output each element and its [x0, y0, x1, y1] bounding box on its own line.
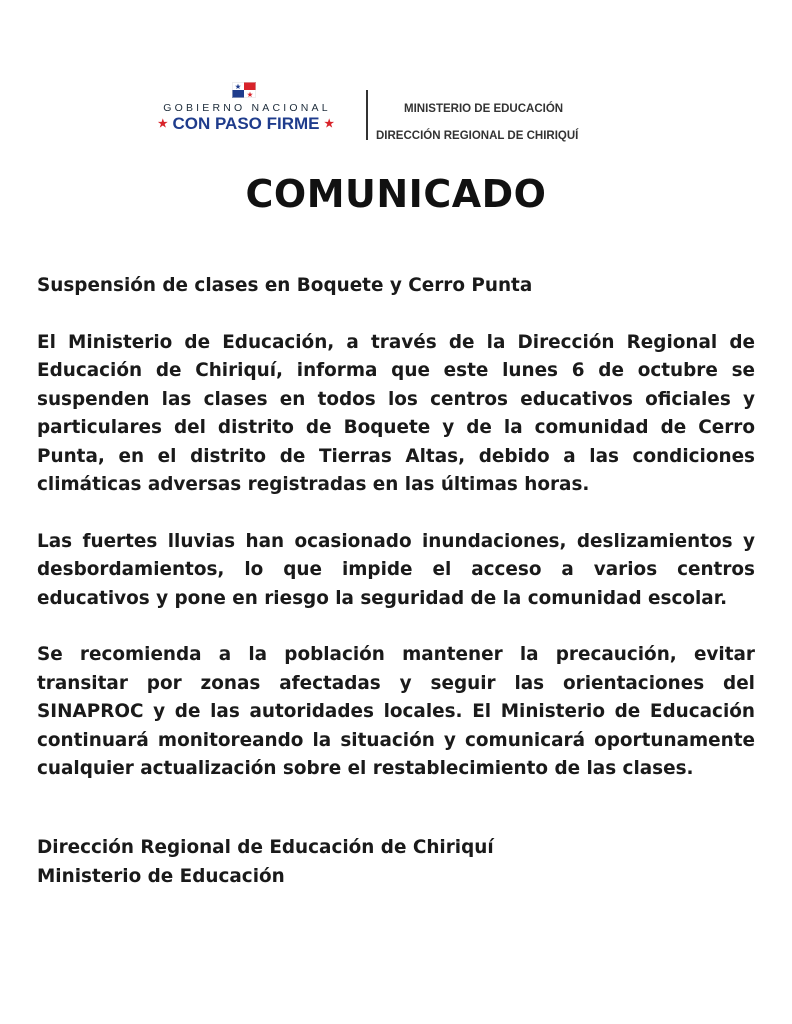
- regional-direction: DIRECCIÓN REGIONAL DE CHIRIQUÍ: [376, 130, 579, 142]
- ministry-name: MINISTERIO DE EDUCACIÓN: [404, 103, 564, 115]
- body-paragraph-3: Se recomienda a la población mantener la precaución, evitar transitar por zonas afectadas y seguir las orientaciones del SINAPROC y de las autoridades locales. El Ministerio de Educación continuará monitoreando la situación y comunicará oportunamente cualquier actualización sobre el restablecimiento de las clases.: [37, 644, 755, 779]
- signature-line-1: Dirección Regional de Educación de Chiriquí: [37, 837, 494, 858]
- header-divider: [366, 90, 368, 140]
- government-logo: [136, 82, 356, 146]
- signature-block: [37, 834, 755, 891]
- star-icon: ★: [157, 118, 168, 130]
- slogan-text: CON PASO FIRME: [172, 114, 320, 133]
- document-header: [136, 82, 656, 146]
- ministry-block: [376, 96, 656, 150]
- signature-line-2: Ministerio de Educación: [37, 865, 285, 887]
- government-slogan: [136, 114, 356, 134]
- star-icon: ★: [324, 118, 335, 130]
- subject-line: Suspensión de clases en Boquete y Cerro Punta: [37, 275, 533, 296]
- document-body: [37, 272, 755, 812]
- government-name: GOBIERNO NACIONAL: [163, 102, 331, 114]
- panama-flag-icon: [232, 82, 256, 98]
- body-paragraph-1: El Ministerio de Educación, a través de la Dirección Regional de Educación de Chiriquí, informa que este lunes 6 de octubre se suspenden las clases en todos los centros educativos oficiales y particulares del distrito de Boquete y de la comunidad de Cerro Punta, en el distrito de Tierras Altas, debido a las condiciones climáticas adversas registradas en las últimas horas.: [37, 331, 755, 495]
- document-title: COMUNICADO: [245, 172, 547, 216]
- body-paragraph-2: Las fuertes lluvias han ocasionado inundaciones, deslizamientos y desbordamientos, lo que impide el acceso a varios centros educativos y pone en riesgo la seguridad de la comunidad escolar.: [37, 530, 755, 609]
